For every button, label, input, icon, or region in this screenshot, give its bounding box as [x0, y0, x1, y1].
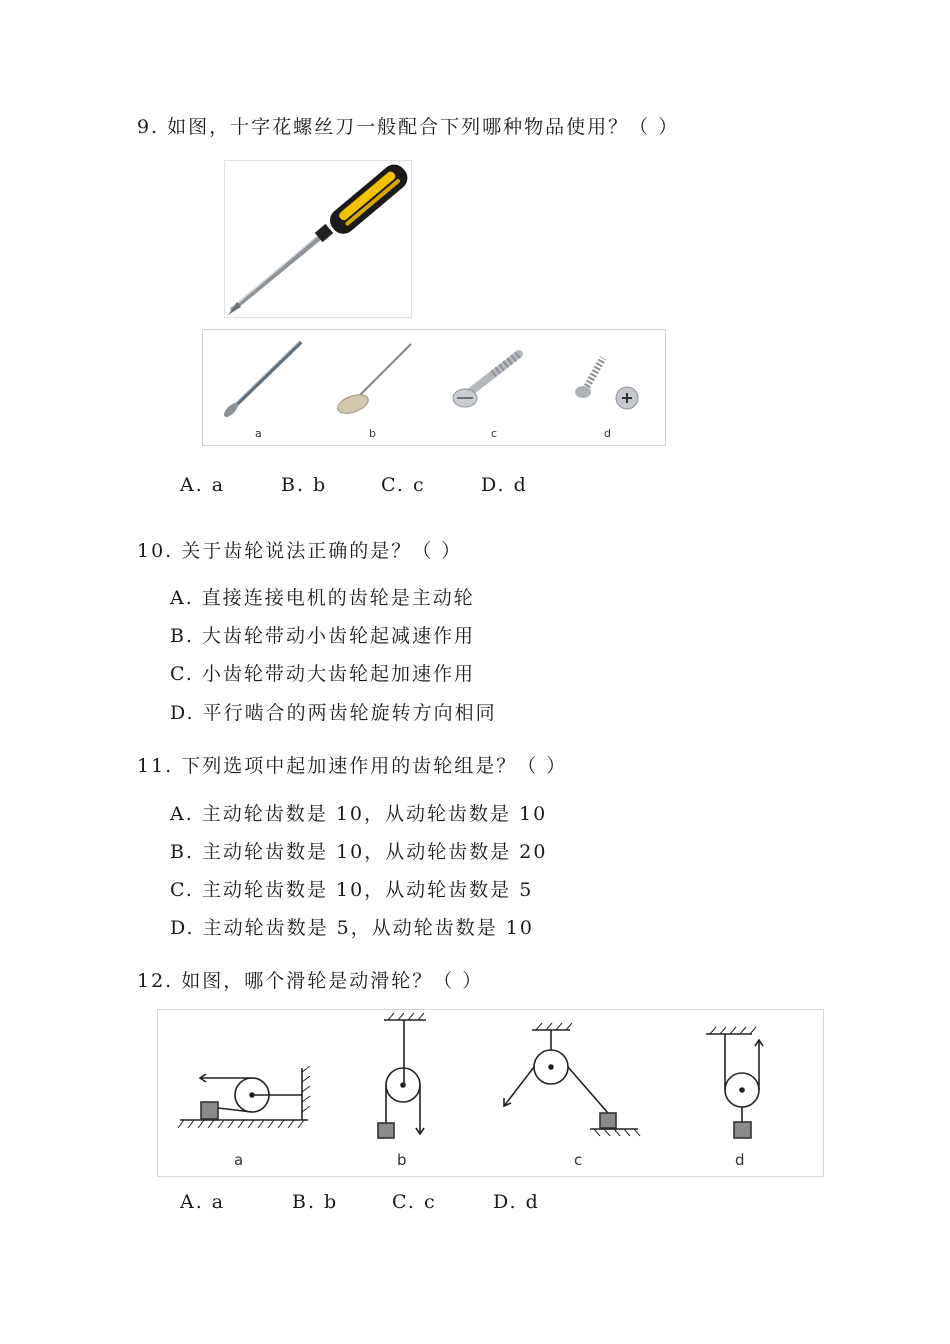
q11-option-c[interactable]: C. 主动轮齿数是 10，从动轮齿数是 5	[170, 879, 534, 901]
fig-label-b: b	[369, 427, 376, 440]
pulley-label-d: d	[735, 1151, 745, 1169]
pulley-label-c: c	[574, 1151, 583, 1169]
q11-stem: 11. 下列选项中起加速作用的齿轮组是？（ ）	[137, 755, 568, 777]
q9-option-b[interactable]: B. b	[281, 474, 328, 496]
q11-option-a[interactable]: A. 主动轮齿数是 10，从动轮齿数是 10	[170, 803, 548, 825]
pulley-a-icon	[178, 1066, 310, 1128]
q12-option-b[interactable]: B. b	[292, 1191, 339, 1213]
q10-stem: 10. 关于齿轮说法正确的是？（ ）	[137, 540, 463, 562]
screwdriver-image	[224, 160, 412, 318]
q9-option-a[interactable]: A. a	[180, 474, 226, 496]
tack-icon	[335, 344, 411, 417]
pulley-diagram	[157, 1009, 824, 1177]
q12-stem: 12. 如图，哪个滑轮是动滑轮？（ ）	[137, 970, 484, 992]
fig-label-a: a	[255, 427, 262, 440]
pulley-d-icon	[706, 1027, 763, 1138]
q12-option-a[interactable]: A. a	[180, 1191, 226, 1213]
q9-option-d[interactable]: D. d	[481, 474, 528, 496]
nail-icon	[222, 341, 301, 419]
q11-option-d[interactable]: D. 主动轮齿数是 5，从动轮齿数是 10	[170, 917, 534, 939]
q10-option-a[interactable]: A. 直接连接电机的齿轮是主动轮	[170, 587, 475, 609]
phillips-screw-icon	[575, 358, 638, 409]
q10-option-c[interactable]: C. 小齿轮带动大齿轮起加速作用	[170, 663, 475, 685]
q10-option-d[interactable]: D. 平行啮合的两齿轮旋转方向相同	[170, 702, 497, 724]
pulley-label-b: b	[397, 1151, 407, 1169]
q11-option-b[interactable]: B. 主动轮齿数是 10，从动轮齿数是 20	[170, 841, 548, 863]
q12-option-d[interactable]: D. d	[493, 1191, 540, 1213]
q9-option-c[interactable]: C. c	[381, 474, 426, 496]
pulley-label-a: a	[234, 1151, 244, 1169]
fig-label-c: c	[491, 427, 498, 440]
wood-screw-icon	[453, 354, 519, 407]
q10-option-b[interactable]: B. 大齿轮带动小齿轮起减速作用	[170, 625, 476, 647]
q12-option-c[interactable]: C. c	[392, 1191, 437, 1213]
pulley-b-icon	[378, 1013, 426, 1138]
pulley-c-icon	[504, 1023, 640, 1136]
fastener-options-image	[202, 329, 666, 446]
q9-stem: 9. 如图，十字花螺丝刀一般配合下列哪种物品使用？（ ）	[137, 116, 680, 138]
fig-label-d: d	[604, 427, 611, 440]
